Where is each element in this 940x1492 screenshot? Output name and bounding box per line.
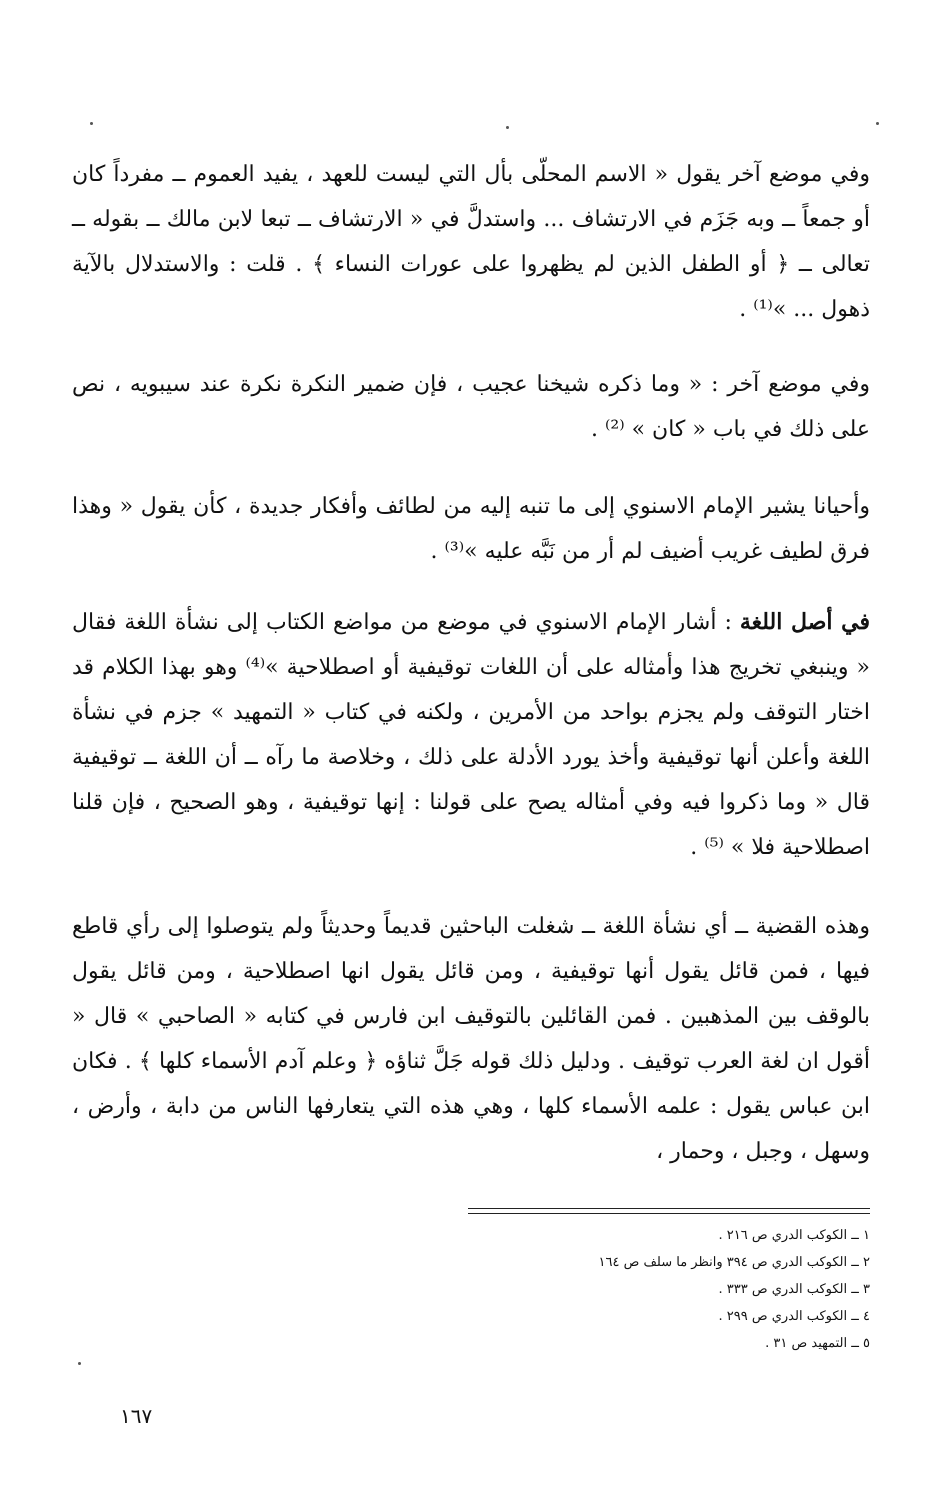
paragraph-text: وفي موضع آخر : « وما ذكره شيخنا عجيب ، فإن ضمير النكرة نكرة عند سيبويه ، نص على ذلك في باب « كان » ⁽²⁾ . bbox=[72, 372, 870, 442]
paragraph-body: : أشار الإمام الاسنوي في موضع من مواضع الكتاب إلى نشأة اللغة فقال « وينبغي تخريج هذا وأمثاله على أن اللغات توقيفية أو اصطلاحية »⁽⁴⁾ وهو بهذا الكلام قد اختار التوقف ولم يجزم بواحد من الأمرين ، ولكنه في كتاب « التمهيد » جزم في نشأة اللغة وأعلن أنها توقيفية وأخذ يورد الأدلة على ذلك ، وخلاصة ما رآه ــ أن اللغة ــ توقيفية قال « وما ذكروا فيه وفي أمثاله يصح على قولنا : إنها توقيفية ، وهو الصحيح ، فإن قلنا اصطلاحية فلا » ⁽⁵⁾ . bbox=[72, 610, 871, 860]
paragraph-1 bbox=[72, 152, 870, 332]
footnote-separator bbox=[468, 1208, 870, 1209]
paragraph-5 bbox=[72, 904, 870, 1174]
section-heading-lead: في أصل اللغة bbox=[739, 609, 870, 635]
scan-speck bbox=[876, 122, 879, 125]
footnote-item: ٤ ــ الكوكب الدري ص ٢٩٩ . bbox=[718, 1309, 870, 1324]
footnote-item: ١ ــ الكوكب الدري ص ٢١٦ . bbox=[718, 1228, 870, 1243]
paragraph-2 bbox=[72, 362, 870, 452]
page-number: ١٦٧ bbox=[120, 1404, 153, 1428]
footnote-item: ٣ ــ الكوكب الدري ص ٣٣٣ . bbox=[718, 1282, 870, 1297]
paragraph-text bbox=[72, 600, 870, 870]
paragraph-text: وفي موضع آخر يقول « الاسم المحلّى بأل التي ليست للعهد ، يفيد العموم ــ مفرداً كان أو جمعاً ــ وبه جَزَم في الارتشاف ... واستدلَّ في « الارتشاف ــ تبعا لابن مالك ــ بقوله ــ تعالى ــ ﴿ أو الطفل الذين لم يظهروا على عورات النساء ﴾ . قلت : والاستدلال بالآية ذهول ... »⁽¹⁾ . bbox=[72, 162, 870, 322]
footnotes bbox=[450, 1222, 870, 1357]
scan-speck bbox=[78, 1362, 81, 1365]
footnote-item: ٢ ــ الكوكب الدري ص ٣٩٤ وانظر ما سلف ص ١٦٤ bbox=[598, 1255, 870, 1270]
paragraph-text: وهذه القضية ــ أي نشأة اللغة ــ شغلت الباحثين قديماً وحديثاً ولم يتوصلوا إلى رأي قاطع فيها ، فمن قائل يقول أنها توقيفية ، ومن قائل يقول انها اصطلاحية ، ومن قائل يقول بالوقف بين المذهبين . فمن القائلين بالتوقيف ابن فارس في كتابه « الصاحبي » قال « أقول ان لغة العرب توقيف . ودليل ذلك قوله جَلَّ ثناؤه ﴿ وعلم آدم الأسماء كلها ﴾ . فكان ابن عباس يقول : علمه الأسماء كلها ، وهي هذه التي يتعارفها الناس من دابة ، وأرض ، وسهل ، وجبل ، وحمار ، bbox=[72, 914, 870, 1164]
paragraph-4 bbox=[72, 600, 870, 870]
footnote-item: ٥ ــ التمهيد ص ٣١ . bbox=[765, 1336, 870, 1351]
paragraph-text: وأحيانا يشير الإمام الاسنوي إلى ما تنبه إليه من لطائف وأفكار جديدة ، كأن يقول « وهذا فرق لطيف غريب أضيف لم أر من نَبَّه عليه »⁽³⁾ . bbox=[72, 494, 870, 564]
scan-speck bbox=[506, 126, 509, 129]
footnote-separator bbox=[468, 1213, 870, 1214]
scan-speck bbox=[90, 122, 93, 125]
paragraph-3 bbox=[72, 484, 870, 574]
